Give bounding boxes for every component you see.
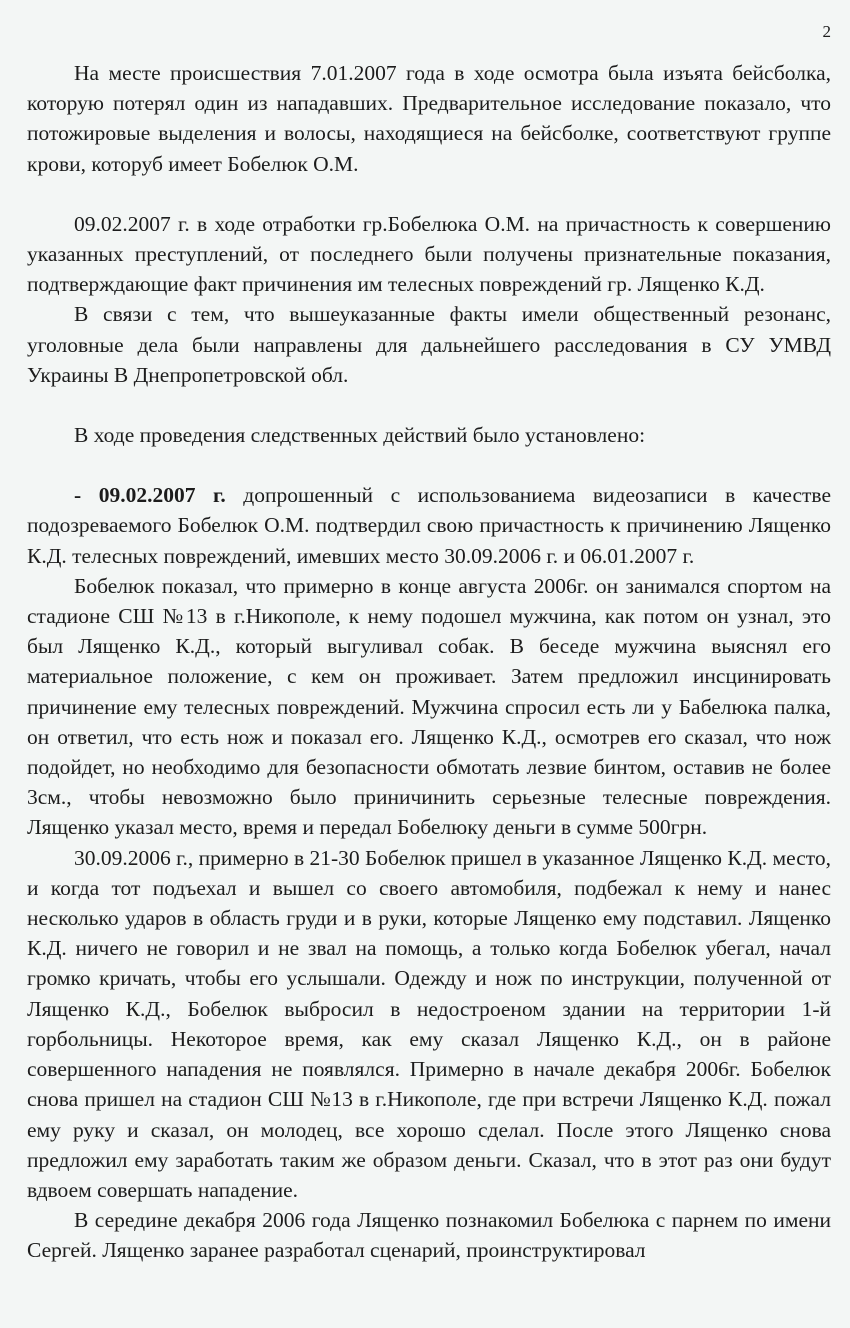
document-body <box>27 58 831 1266</box>
paragraph-december: В середине декабря 2006 года Лященко познакомил Бобелюка с парнем по имени Сергей. Лященко заранее разработал сценарий, проинструктировал <box>27 1208 831 1263</box>
page-number: 2 <box>822 22 831 41</box>
paragraph-baseball-cap: На месте происшествия 7.01.2007 года в ходе осмотра была изъята бейсболка, которую потерял один из нападавших. Предварительное исследование показало, что потожировые выделения и волосы, находящиеся на бейсболке, соответствуют группе крови, которуб имеет Бобелюк О.М. <box>27 61 831 176</box>
interrogation-text: допрошенный с использованиема видеозаписи в качестве подозреваемого Бобелюк О.М. подтвердил свою причастность к причинению Лященко К.Д. телесных повреждений, имевших место 30.09.2006 г. и 06.01.2007 г. <box>27 483 831 568</box>
interrogation-date: - 09.02.2007 г. <box>74 483 226 508</box>
paragraph-established: В ходе проведения следственных действий было установлено: <box>74 423 646 448</box>
paragraph-interrogation <box>27 480 831 571</box>
paragraph-confession: 09.02.2007 г. в ходе отработки гр.Бобелюка О.М. на причастность к совершению указанных преступлений, от последнего были получены признательные показания, подтверждающие факт причинения им телесных повреждений гр. Лященко К.Д. <box>27 211 831 297</box>
paragraph-testimony-august: Бобелюк показал, что примерно в конце августа 2006г. он занимался спортом на стадионе СШ №13 в г.Никополе, к нему подошел мужчина, как потом он узнал, это был Лященко К.Д., который выгуливал собак. В беседе мужчина выяснял его материальное положение, с кем он проживает. Затем предложил инсцинировать причинение ему телесных повреждений. Мужчина спросил есть ли у Бабелюка палка, он ответил, что есть нож и показал его. Лященко К.Д., осмотрев его сказал, что нож подойдет, но необходимо для безопасности обмотать лезвие бинтом, оставив не более 3см., чтобы невозможно было приничинить серьезные телесные повреждения. Лященко указал место, время и передал Бобелюку деньги в сумме 500грн. <box>27 573 831 840</box>
paragraph-investigation-transfer: В связи с тем, что вышеуказанные факты имели общественный резонанс, уголовные дела были направлены для дальнейшего расследования в СУ УМВД Украины В Днепропетровской обл. <box>27 302 831 387</box>
paragraph-attack-september: 30.09.2006 г., примерно в 21-30 Бобелюк пришел в указанное Лященко К.Д. место, и когда тот подъехал и вышел со своего автомобиля, подбежал к нему и нанес несколько ударов в область груди и в руки, которые Лященко ему подставил. Лященко К.Д. ничего не говорил и не звал на помощь, а только когда Бобелюк убегал, начал громко кричать, чтобы его услышали. Одежду и нож по инструкции, полученной от Лященко К.Д., Бобелюк выбросил в недостроеном здании на территории 1-й горбольницы. Некоторое время, как ему сказал Лященко К.Д., он в районе совершенного нападения не появлялся. Примерно в начале декабря 2006г. Бобелюк снова пришел на стадион СШ №13 в г.Никополе, где при встречи Лященко К.Д. пожал ему руку и сказал, он молодец, все хорошо сделал. После этого Лященко снова предложил ему заработать таким же образом деньги. Сказал, что в этот раз они будут вдвоем совершать нападение. <box>27 845 831 1202</box>
